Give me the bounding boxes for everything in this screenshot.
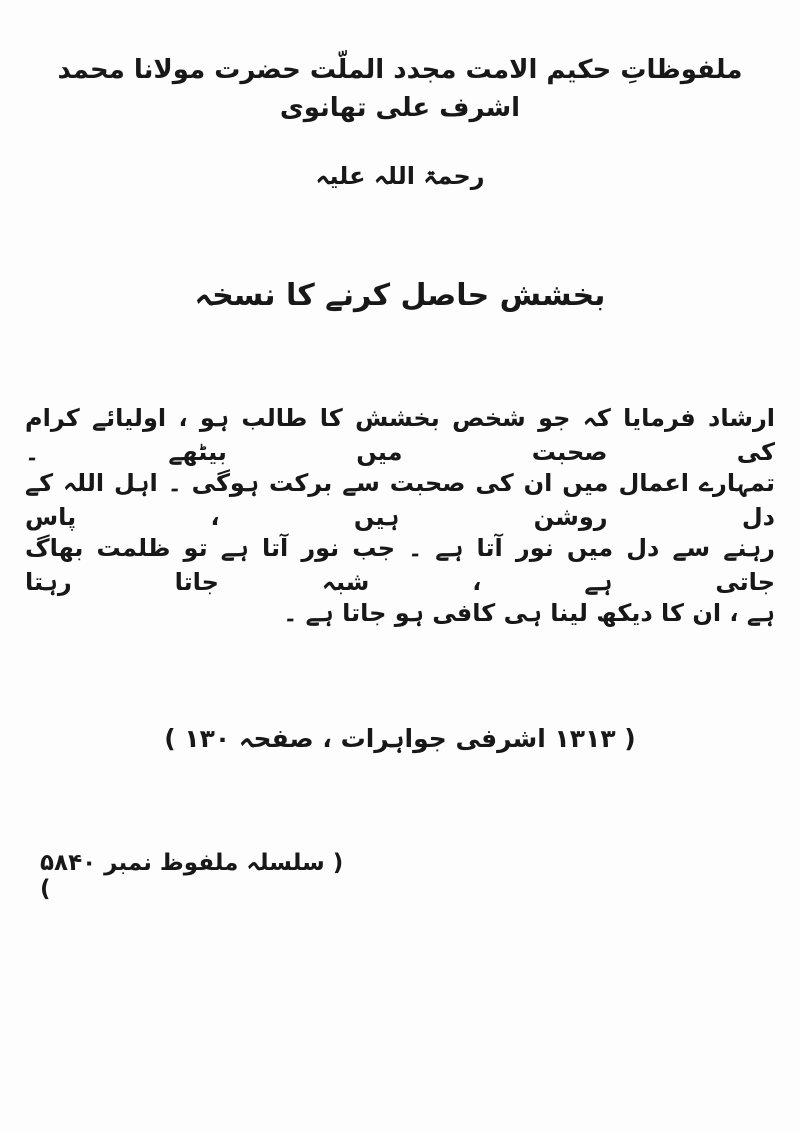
document-title: ملفوظاتِ حکیم الامت مجدد الملّت حضرت مولانا محمد اشرف علی تھانوی <box>57 55 743 123</box>
citation-line: ( ۱۳۱۳ اشرفی جواہرات ، صفحہ ۱۳۰ ) <box>164 724 636 753</box>
series-number-line: ( سلسلہ ملفوظ نمبر ۵۸۴۰ ) <box>40 850 344 902</box>
body-line: ہے ، ان کا دیکھ لینا ہی کافی ہو جاتا ہے ۔ <box>283 599 775 627</box>
body-line: ارشاد فرمایا کہ جو شخص بخشش کا طالب ہو ، اولیائے کرام کی صحبت میں بیٹھے ۔ <box>25 404 775 466</box>
body-line: تمہارے اعمال میں ان کی صحبت سے برکت ہوگی ۔ اہل اللہ کے دل روشن ہیں ، پاس <box>25 469 775 531</box>
body-line: رہنے سے دل میں نور آتا ہے ۔ جب نور آتا ہے تو ظلمت بھاگ جاتی ہے ، شبہ جاتا رہتا <box>25 534 775 596</box>
honorific-line: رحمۃ اللہ علیہ <box>315 162 485 190</box>
section-heading: بخشش حاصل کرنے کا نسخہ <box>194 278 606 313</box>
